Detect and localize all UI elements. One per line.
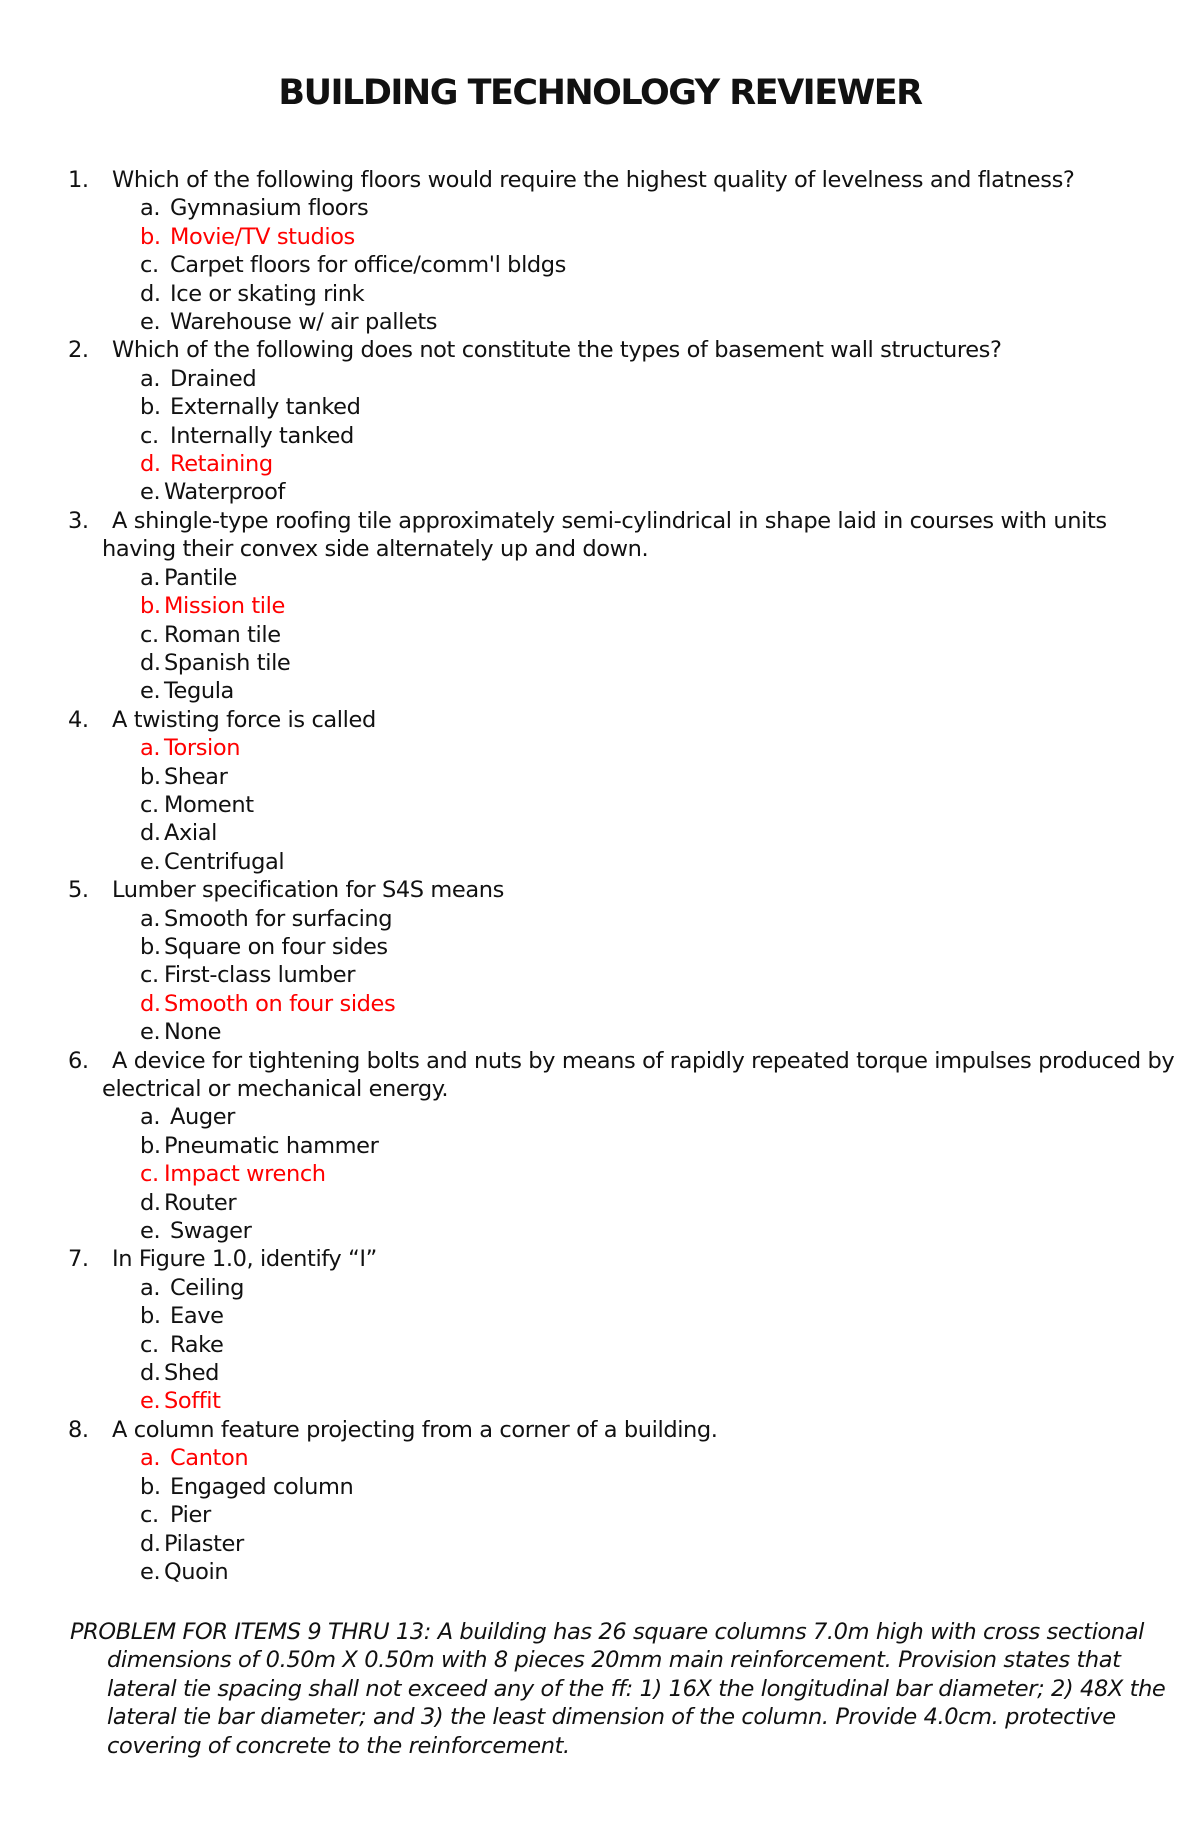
option-letter: d. <box>140 820 161 847</box>
option-letter: c. <box>140 962 159 989</box>
option-text: None <box>164 1019 222 1046</box>
option-letter: b. <box>140 1132 161 1159</box>
answer-option <box>68 961 1148 989</box>
problem-statement <box>70 1618 1166 1760</box>
option-text: Pier <box>170 1502 211 1529</box>
option-text: Drained <box>170 365 257 392</box>
problem-line: lateral tie bar diameter; and 3) the least dimension of the column. Provide 4.0cm. protective <box>107 1704 1116 1731</box>
option-letter: a. <box>140 1445 161 1472</box>
question-item <box>68 1245 1148 1415</box>
option-text: Quoin <box>164 1558 229 1585</box>
question-text <box>68 1047 1175 1075</box>
answer-option <box>68 933 1148 961</box>
question-number: 5. <box>68 877 89 904</box>
option-text: Centrifugal <box>164 848 285 875</box>
option-text: Waterproof <box>164 479 286 506</box>
option-text: Smooth for surfacing <box>164 905 393 932</box>
option-text: Pantile <box>164 564 237 591</box>
question-text <box>68 166 1148 194</box>
answer-option <box>68 1132 1148 1160</box>
question-stem: Which of the following does not constitute the types of basement wall structures? <box>112 337 1002 364</box>
answer-option <box>68 1302 1148 1330</box>
answer-option <box>68 791 1148 819</box>
option-text: Torsion <box>164 735 241 762</box>
option-text: Tegula <box>164 678 234 705</box>
answer-option-correct <box>68 1444 1148 1472</box>
problem-line: lateral tie spacing shall not exceed any of the ff: 1) 16X the longitudinal bar diameter; 2) 48X the <box>107 1675 1166 1702</box>
question-item <box>68 876 1148 1046</box>
question-item <box>68 166 1148 336</box>
question-stem-continued: electrical or mechanical energy. <box>102 1076 449 1102</box>
option-letter: b. <box>140 223 161 250</box>
option-letter: a. <box>140 1104 161 1131</box>
answer-option <box>68 1274 1148 1302</box>
question-text <box>68 1245 1148 1273</box>
answer-option <box>68 1217 1148 1245</box>
answer-option <box>68 819 1148 847</box>
answer-option <box>68 564 1148 592</box>
question-item <box>68 706 1148 876</box>
question-stem: A twisting force is called <box>112 706 376 733</box>
page-title: BUILDING TECHNOLOGY REVIEWER <box>278 73 922 113</box>
option-text: Ice or skating rink <box>170 280 365 307</box>
answer-option <box>68 677 1148 705</box>
problem-line: dimensions of 0.50m X 0.50m with 8 pieces 20mm main reinforcement. Provision states that <box>107 1647 1121 1674</box>
answer-option <box>68 1501 1148 1529</box>
option-letter: e. <box>140 848 161 875</box>
option-letter: c. <box>140 1161 159 1188</box>
option-text: Canton <box>170 1445 249 1472</box>
option-letter: b. <box>140 593 161 620</box>
option-text: Retaining <box>170 451 273 478</box>
question-stem: In Figure 1.0, identify “I” <box>112 1246 377 1273</box>
answer-option <box>68 308 1148 336</box>
option-letter: e. <box>140 1218 161 1245</box>
answer-option <box>68 251 1148 279</box>
option-text: Rake <box>170 1331 224 1358</box>
option-letter: d. <box>140 451 161 478</box>
option-text: Movie/TV studios <box>170 223 355 250</box>
option-text: Shed <box>164 1360 220 1387</box>
answer-option-correct <box>68 734 1148 762</box>
question-text <box>68 336 1148 364</box>
answer-option <box>68 365 1148 393</box>
option-letter: c. <box>140 791 159 818</box>
option-text: Gymnasium floors <box>170 195 369 222</box>
option-letter: e. <box>140 678 161 705</box>
answer-option <box>68 422 1148 450</box>
option-letter: e. <box>140 479 161 506</box>
option-letter: a. <box>140 735 161 762</box>
answer-option <box>68 1359 1148 1387</box>
question-item <box>68 1416 1148 1586</box>
question-text <box>68 507 1148 535</box>
option-letter: a. <box>140 564 161 591</box>
answer-option-correct <box>68 592 1148 620</box>
option-letter: c. <box>140 252 159 279</box>
question-number: 6. <box>68 1047 89 1074</box>
option-text: Carpet floors for office/comm'l bldgs <box>170 252 567 279</box>
option-text: Impact wrench <box>164 1161 326 1188</box>
problem-line: covering of concrete to the reinforcement. <box>107 1732 570 1759</box>
question-stem: A device for tightening bolts and nuts by means of rapidly repeated torque impulses produced by <box>112 1047 1175 1074</box>
question-item <box>68 1047 1175 1246</box>
question-item <box>68 507 1148 706</box>
option-letter: b. <box>140 394 161 421</box>
option-letter: a. <box>140 1274 161 1301</box>
option-letter: d. <box>140 1530 161 1557</box>
option-text: Spanish tile <box>164 649 291 676</box>
question-item <box>68 336 1148 506</box>
answer-option <box>68 1018 1148 1046</box>
question-stem: A column feature projecting from a corner of a building. <box>112 1416 718 1443</box>
problem-line: PROBLEM FOR ITEMS 9 THRU 13: A building has 26 square columns 7.0m high with cross sectional <box>70 1619 1145 1645</box>
question-text <box>68 706 1148 734</box>
option-text: Pilaster <box>164 1530 244 1557</box>
option-letter: e. <box>140 1388 161 1415</box>
question-number: 4. <box>68 706 89 733</box>
option-text: First-class lumber <box>164 962 356 989</box>
option-text: Router <box>164 1189 237 1216</box>
option-letter: b. <box>140 763 161 790</box>
answer-option <box>68 649 1148 677</box>
answer-option <box>68 1189 1148 1217</box>
answer-option <box>68 478 1148 506</box>
answer-option <box>68 763 1148 791</box>
option-text: Engaged column <box>170 1473 354 1500</box>
question-number: 7. <box>68 1246 89 1273</box>
answer-option <box>68 194 1148 222</box>
question-list <box>68 166 1175 1586</box>
answer-option-correct <box>68 1160 1148 1188</box>
answer-option <box>68 905 1148 933</box>
question-number: 3. <box>68 507 89 534</box>
option-letter: a. <box>140 905 161 932</box>
option-letter: c. <box>140 1331 159 1358</box>
option-letter: d. <box>140 990 161 1017</box>
option-letter: d. <box>140 649 161 676</box>
option-letter: a. <box>140 195 161 222</box>
option-text: Smooth on four sides <box>164 990 396 1017</box>
option-text: Eave <box>170 1303 224 1330</box>
option-letter: b. <box>140 933 161 960</box>
option-letter: c. <box>140 1502 159 1529</box>
question-text <box>68 876 1148 904</box>
answer-option <box>68 393 1148 421</box>
option-letter: a. <box>140 365 161 392</box>
answer-option <box>68 1558 1148 1586</box>
option-letter: c. <box>140 422 159 449</box>
question-number: 1. <box>68 167 89 193</box>
answer-option-correct <box>68 450 1148 478</box>
option-letter: d. <box>140 280 161 307</box>
option-text: Mission tile <box>164 593 285 620</box>
option-text: Externally tanked <box>170 394 361 421</box>
answer-option-correct <box>68 223 1148 251</box>
answer-option <box>68 1530 1148 1558</box>
option-letter: b. <box>140 1473 161 1500</box>
option-text: Pneumatic hammer <box>164 1132 379 1159</box>
answer-option-correct <box>68 1387 1148 1415</box>
option-text: Axial <box>164 820 217 847</box>
option-text: Auger <box>170 1104 236 1131</box>
option-letter: c. <box>140 621 159 648</box>
question-stem: Which of the following floors would require the highest quality of levelness and flatness? <box>112 167 1075 193</box>
option-text: Warehouse w/ air pallets <box>170 309 438 336</box>
option-text: Swager <box>170 1218 252 1245</box>
question-number: 2. <box>68 337 89 364</box>
question-text <box>68 1416 1148 1444</box>
answer-option <box>68 1473 1148 1501</box>
answer-option-correct <box>68 990 1148 1018</box>
question-stem: Lumber specification for S4S means <box>112 877 504 904</box>
option-letter: b. <box>140 1303 161 1330</box>
option-text: Soffit <box>164 1388 221 1415</box>
option-letter: e. <box>140 1558 161 1585</box>
option-letter: d. <box>140 1360 161 1387</box>
option-letter: e. <box>140 1019 161 1046</box>
question-stem-continued: having their convex side alternately up and down. <box>102 536 649 563</box>
option-text: Ceiling <box>170 1274 245 1301</box>
option-text: Roman tile <box>164 621 281 648</box>
question-number: 8. <box>68 1416 89 1443</box>
option-text: Internally tanked <box>170 422 354 449</box>
option-text: Square on four sides <box>164 933 388 960</box>
answer-option <box>68 280 1148 308</box>
answer-option <box>68 848 1148 876</box>
question-stem: A shingle-type roofing tile approximately semi-cylindrical in shape laid in courses with units <box>112 507 1107 534</box>
answer-option <box>68 621 1148 649</box>
option-letter: d. <box>140 1189 161 1216</box>
answer-option <box>68 1331 1148 1359</box>
option-text: Moment <box>164 791 254 818</box>
option-letter: e. <box>140 309 161 336</box>
option-text: Shear <box>164 763 228 790</box>
answer-option <box>68 1103 1148 1131</box>
